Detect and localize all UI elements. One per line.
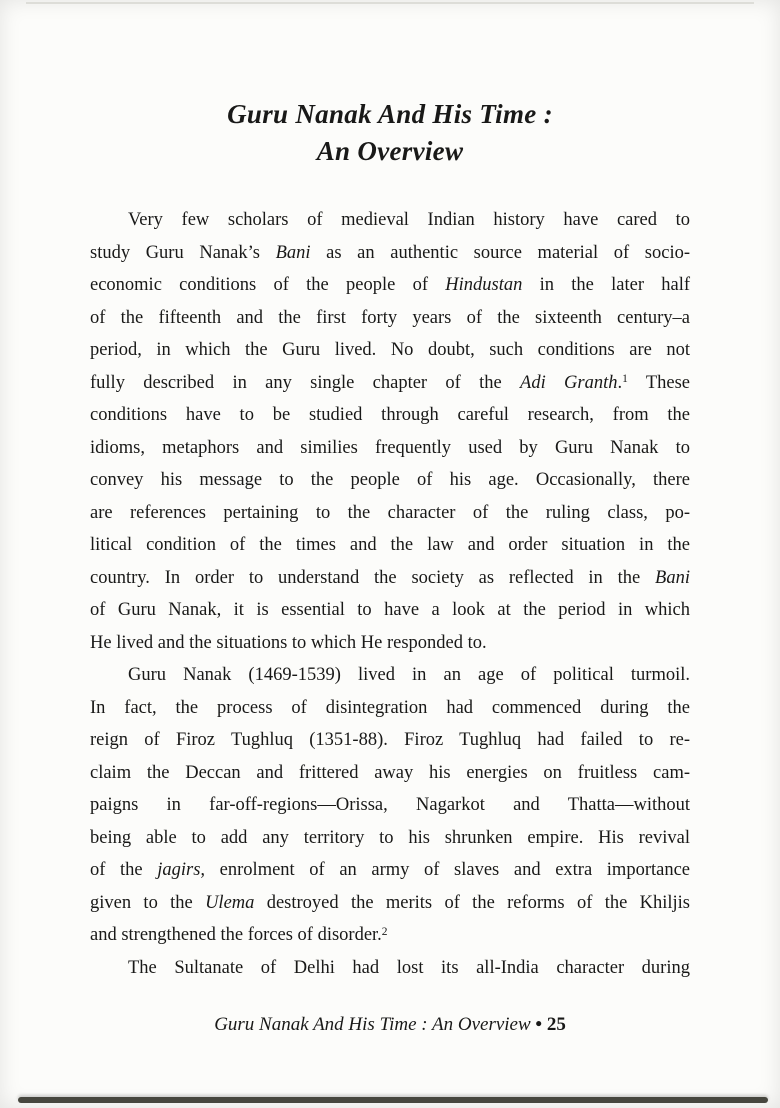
text-line (90, 789, 690, 822)
text-line (90, 757, 690, 790)
text-line (90, 497, 690, 530)
text-run: and strengthened the forces of disorder. (90, 925, 382, 945)
text-run: of the fifteenth and the first forty years of the sixteenth century–a (90, 307, 690, 328)
text-run: period, in which the Guru lived. No doubt, such conditions are not (90, 340, 690, 360)
text-run: given to the (90, 892, 206, 913)
text-run: in the later half (522, 275, 690, 295)
text-run: of the (90, 860, 158, 880)
text-run: In fact, the process of disintegration had commenced during the (90, 697, 690, 718)
text-line (90, 302, 690, 335)
text-run: study Guru Nanak’s (90, 242, 276, 263)
text-line (90, 594, 690, 627)
text-run: fully described in any single chapter of the (90, 372, 521, 393)
text-line (90, 237, 690, 270)
text-run: Very few scholars of medieval Indian history have cared to (128, 210, 690, 230)
footnote-marker: 1 (622, 373, 628, 386)
text-line (90, 269, 690, 302)
text-run: jagirs, (157, 860, 206, 880)
text-run: claim the Deccan and frittered away his energies on fruitless cam- (90, 762, 690, 783)
page-body (0, 204, 780, 984)
text-run: Hindustan (445, 275, 523, 295)
paragraph (90, 659, 690, 952)
text-line (90, 952, 690, 985)
text-run: idioms, metaphors and similies frequently used by Guru Nanak to (90, 437, 690, 458)
text-line (90, 659, 690, 692)
text-run: convey his message to the people of his age. Occasionally, there (90, 470, 690, 490)
text-line (90, 919, 690, 952)
text-line (90, 562, 690, 595)
text-run: Bani (275, 242, 311, 263)
chapter-title-line1: Guru Nanak And His Time : (227, 99, 553, 129)
text-run: destroyed the merits of the reforms of the Khiljis (254, 892, 690, 913)
page-edge-top (26, 2, 754, 4)
text-run: Bani (655, 567, 690, 588)
text-line (90, 432, 690, 465)
text-run: He lived and the situations to which He responded to. (90, 632, 487, 653)
text-line (90, 854, 690, 887)
text-run: Guru Nanak And His Time : An Overview (214, 1014, 531, 1035)
text-run: Ulema (205, 892, 255, 913)
page-edge-bottom (18, 1097, 768, 1103)
text-line (90, 334, 690, 367)
text-run: The Sultanate of Delhi had lost its all-India character during (128, 957, 690, 978)
text-run: country. In order to understand the society as reflected in the (90, 567, 656, 588)
paragraph (90, 952, 690, 985)
text-run: • (530, 1014, 547, 1035)
text-run: . (617, 372, 623, 393)
text-run: are references pertaining to the character of the ruling class, po- (90, 502, 690, 523)
paragraph (90, 204, 690, 659)
text-run: litical condition of the times and the law and order situation in the (90, 535, 690, 555)
text-run: reign of Firoz Tughluq (1351-88). Firoz Tughluq had failed to re- (90, 730, 690, 750)
text-run: Adi Granth (520, 372, 618, 393)
text-line (90, 529, 690, 562)
text-run: being able to add any territory to his shrunken empire. His revival (90, 827, 690, 848)
chapter-title (0, 0, 780, 170)
text-line (90, 399, 690, 432)
text-line (90, 887, 690, 920)
footnote-marker: 2 (381, 925, 388, 938)
text-run: These (627, 372, 691, 393)
text-run: economic conditions of the people of (90, 275, 446, 295)
text-line (90, 367, 690, 400)
page-footer (0, 1014, 780, 1036)
text-line (90, 822, 690, 855)
text-run: 25 (546, 1014, 566, 1035)
text-run: conditions have to be studied through careful research, from the (90, 405, 690, 425)
text-line (90, 627, 690, 660)
text-run: enrolment of an army of slaves and extra importance (205, 860, 691, 880)
text-line (90, 692, 690, 725)
text-run: Guru Nanak (1469-1539) lived in an age of political turmoil. (128, 665, 690, 685)
text-run: of Guru Nanak, it is essential to have a look at the period in which (90, 600, 690, 620)
chapter-title-line2: An Overview (316, 136, 464, 166)
text-run: paigns in far-off-regions—Orissa, Nagarkot and Thatta—without (90, 795, 690, 815)
text-line (90, 464, 690, 497)
text-line (90, 724, 690, 757)
text-line (90, 204, 690, 237)
text-run: as an authentic source material of socio- (310, 242, 691, 263)
